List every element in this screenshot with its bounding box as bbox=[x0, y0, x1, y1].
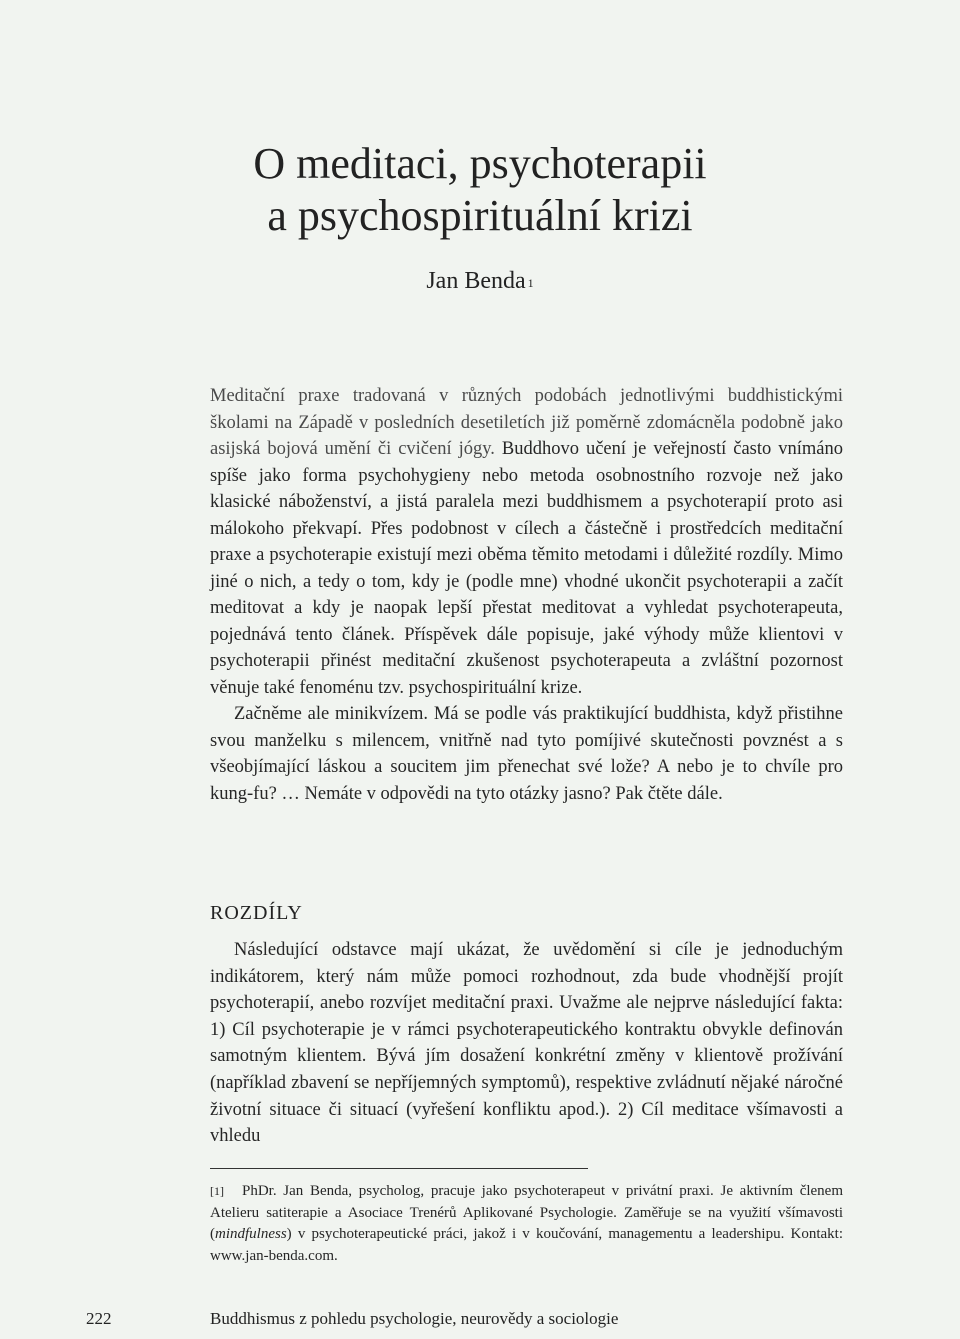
article-title bbox=[0, 138, 960, 242]
title-block bbox=[0, 138, 960, 296]
intro-section bbox=[210, 383, 843, 807]
author-line bbox=[0, 266, 960, 296]
title-line-2: a psychospirituální krizi bbox=[267, 191, 693, 240]
intro-lead: Meditační praxe tradovaná v různých podobách jednotlivými buddhistickými školami na Západě v posledních desetiletích již poměrně zdomácněla podobně jako asijská bojová umění či cvičení jógy. bbox=[210, 386, 843, 459]
author-footnote-ref: 1 bbox=[527, 276, 534, 290]
footnote-divider bbox=[210, 1168, 588, 1169]
footnote bbox=[210, 1181, 843, 1267]
footnote-marker: [1] bbox=[210, 1184, 224, 1198]
author-name: Jan Benda bbox=[426, 268, 526, 294]
intro-paragraph-2: Začněme ale minikvízem. Má se podle vás praktikující buddhista, když přistihne svou manželku s milencem, vnitřně nad tyto pomíjivé skutečnosti povznést a s všeobjímající láskou a soucitem jim přenechat své lože? A nebo je to chvíle pro kung-fu? … Nemáte v odpovědi na tyto otázky jasno? Pak čtěte dále. bbox=[210, 704, 843, 804]
intro-paragraph bbox=[210, 383, 843, 701]
running-footer: Buddhismus z pohledu psychologie, neurovědy a sociologie bbox=[210, 1309, 619, 1328]
section-heading: ROZDÍLY bbox=[210, 902, 303, 924]
footnote-text-before: PhDr. Jan Benda, psycholog, pracuje jako psychoterapeut v privátní praxi. Je aktivním členem Atelieru satiterapie a Asociace Trenérů Aplikované Psychologie. Zaměřuje se na využití všímavosti ( bbox=[210, 1183, 843, 1242]
title-line-1: O meditaci, psychoterapii bbox=[253, 139, 707, 188]
page-number: 222 bbox=[86, 1309, 112, 1328]
intro-body: Buddhovo učení je veřejností často vnímáno spíše jako forma psychohygieny nebo metoda osobnostního rozvoje než jako klasické náboženství, a jistá paralela mezi buddhismem a psychoterapií proto asi málokoho překvapí. Přes podobnost v cílech a částečně i prostředcích meditační praxe a psychoterapie existují mezi oběma těmito metodami i důležité rozdíly. Mimo jiné o nich, a tedy o tom, kdy je (podle mne) vhodné ukončit psychoterapii a začít meditovat a kdy je naopak lepší přestat meditovat a vyhledat psychoterapeuta, pojednává tento článek. Příspěvek dále popisuje, jaké výhody může klientovi v psychoterapii přinést meditační zkušenost psychoterapeuta a zvláštní pozornost věnuje také fenoménu tzv. psychospirituální krize. bbox=[210, 439, 843, 698]
footnote-text-after: ) v psychoterapeutické práci, jakož i v koučování, managementu a leadershipu. Kontakt: www.jan-benda.com. bbox=[210, 1226, 843, 1264]
section-paragraph: Následující odstavce mají ukázat, že uvědomění si cíle je jednoduchým indikátorem, který nám může pomoci rozhodnout, zda bude vhodnější projít psychoterapií, anebo rozvíjet meditační praxi. Uvažme ale nejprve následující fakta: 1) Cíl psychoterapie je v rámci psychoterapeutického kontraktu obvykle definován samotným klientem. Bývá jím dosažení konkrétní změny v klientově prožívání (například zbavení se nepříjemných symptomů), respektive zvládnutí nějaké náročné životní situace či situací (vyřešení konfliktu apod.). 2) Cíl meditace všímavosti a vhledu bbox=[210, 940, 843, 1147]
section-body bbox=[210, 937, 843, 1150]
footnote-text-italic: mindfulness bbox=[215, 1226, 287, 1242]
